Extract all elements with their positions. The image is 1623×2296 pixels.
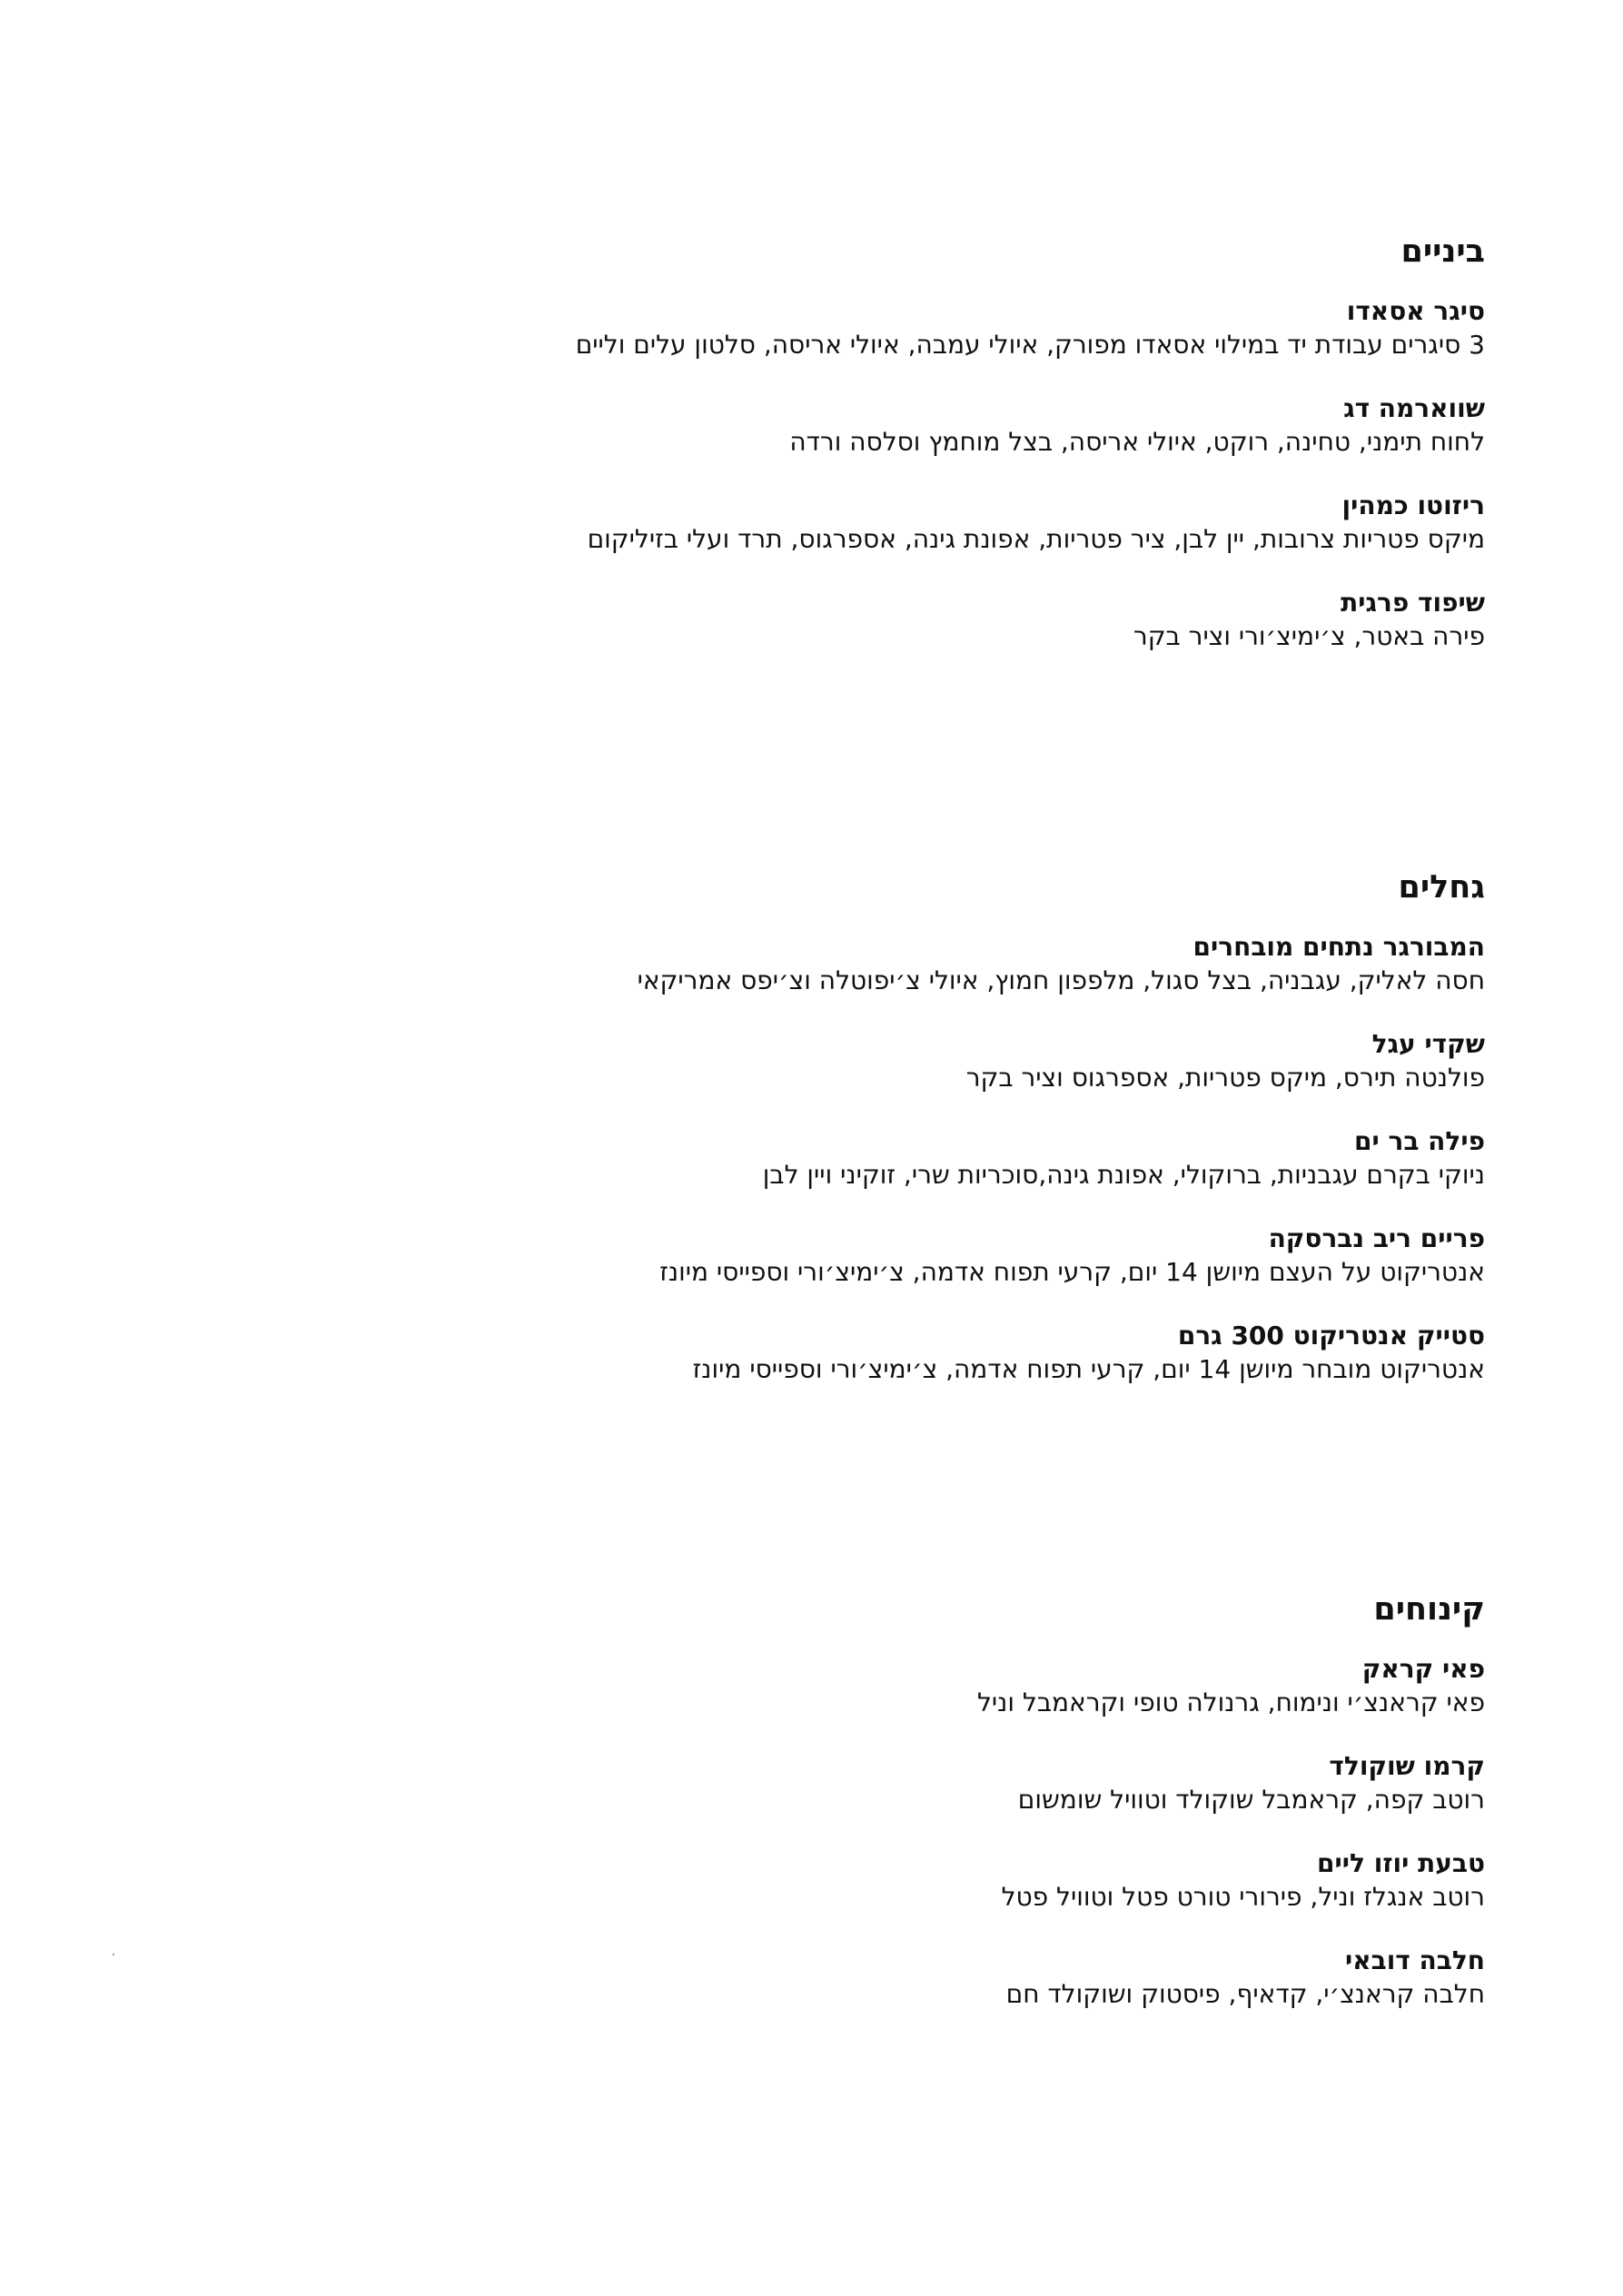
menu-item — [159, 1320, 1485, 1387]
menu-item — [159, 295, 1485, 362]
item-description: פירה באטר, צ׳ימיצ׳ורי וציר בקר — [1133, 621, 1485, 651]
menu-item — [159, 1750, 1485, 1817]
menu-item — [159, 931, 1485, 998]
item-description: אנטריקוט על העצם מיושן 14 יום, קרעי תפוח אדמה, צ׳ימיצ׳ורי וספייסי מיונז — [659, 1257, 1485, 1287]
menu-item — [159, 490, 1485, 557]
item-name: שקדי עגל — [1371, 1029, 1485, 1059]
item-name: שווארמה דג — [1343, 393, 1485, 423]
item-name: ריזוטו כמהין — [1341, 490, 1485, 520]
item-name: שיפוד פרגית — [1341, 588, 1485, 618]
item-name: המבורגר נתחים מובחרים — [1193, 932, 1485, 962]
menu-item — [159, 1222, 1485, 1290]
item-name: פילה בר ים — [1353, 1126, 1485, 1156]
menu-item — [159, 587, 1485, 654]
item-name: סטייק אנטריקוט 300 גרם — [1177, 1321, 1485, 1351]
item-description: 3 סיגרים עבודת יד במילוי אסאדו מפורק, איולי עמבה, איולי אריסה, סלטון עלים וליים — [575, 330, 1485, 360]
item-name: פריים ריב נברסקה — [1268, 1223, 1485, 1253]
menu-item — [159, 1653, 1485, 1720]
menu-section-grill — [159, 867, 1485, 1417]
menu-item — [159, 1125, 1485, 1193]
item-name: קרמו שוקולד — [1329, 1751, 1485, 1781]
menu-section-desserts — [159, 1589, 1485, 2042]
section-title: גחלים — [1398, 869, 1485, 906]
menu-item — [159, 1847, 1485, 1915]
item-description: חסה לאליק, עגבניה, בצל סגול, מלפפון חמוץ, איולי צ׳יפוטלה וצ׳יפס אמריקאי — [637, 965, 1485, 995]
item-description: רוטב אנגלז וניל, פירורי טורט פטל וטוויל פטל — [1001, 1882, 1485, 1912]
item-name: סיגר אסאדו — [1346, 296, 1485, 326]
menu-item — [159, 392, 1485, 460]
menu-section-starters — [159, 232, 1485, 684]
scan-speck — [113, 1954, 114, 1955]
item-name: טבעת יוזו ליים — [1317, 1848, 1485, 1878]
item-name: פאי קראק — [1361, 1654, 1485, 1684]
item-description: פאי קראנצ׳י ונימוח, גרנולה טופי וקראמבל וניל — [977, 1687, 1485, 1717]
item-description: פולנטה תירס, מיקס פטריות, אספרגוס וציר בקר — [965, 1063, 1485, 1093]
item-description: לחוח תימני, טחינה, רוקט, איולי אריסה, בצל מוחמץ וסלסה ורדה — [789, 427, 1485, 457]
item-name: חלבה דובאי — [1344, 1945, 1485, 1975]
item-description: מיקס פטריות צרובות, יין לבן, ציר פטריות, אפונת גינה, אספרגוס, תרד ועלי בזיליקום — [587, 524, 1485, 554]
menu-item — [159, 1028, 1485, 1095]
section-title: ביניים — [1400, 233, 1485, 270]
item-description: אנטריקוט מובחר מיושן 14 יום, קרעי תפוח אדמה, צ׳ימיצ׳ורי וספייסי מיונז — [692, 1354, 1485, 1384]
item-description: ניוקי בקרם עגבניות, ברוקולי, אפונת גינה,סוכריות שרי, זוקיני ויין לבן — [762, 1160, 1485, 1190]
item-description: רוטב קפה, קראמבל שוקולד וטוויל שומשום — [1017, 1785, 1485, 1815]
section-title: קינוחים — [1373, 1591, 1485, 1628]
menu-item — [159, 1945, 1485, 2012]
item-description: חלבה קראנצ׳י, קדאיף, פיסטוק ושוקולד חם — [1005, 1979, 1485, 2009]
